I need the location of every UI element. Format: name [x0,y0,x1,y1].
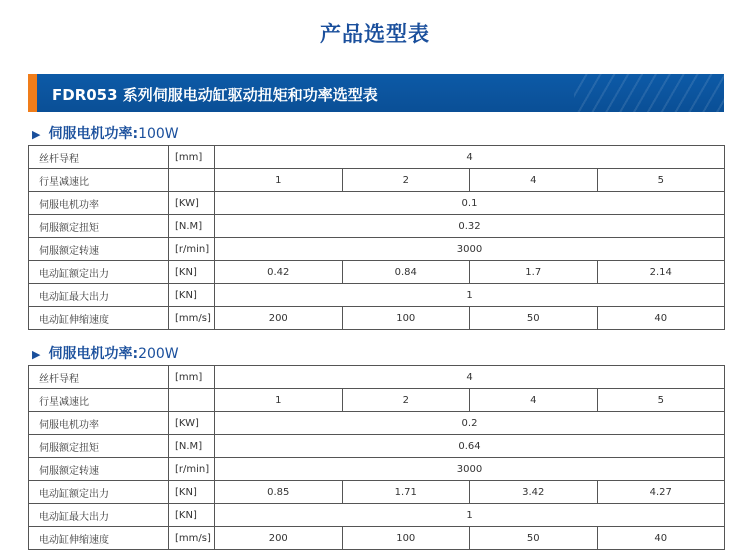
table-row [29,458,725,481]
row-value: 4 [215,146,725,169]
row-unit [169,169,215,192]
banner-title: FDR053 系列伺服电动缸驱动扭矩和功率选型表 [52,86,378,104]
table-row [29,261,725,284]
row-value: 200 [215,307,343,330]
row-value: 50 [470,527,598,550]
section-heading-prefix: 伺服电机功率: [48,126,139,142]
spec-table-200w [28,365,725,550]
row-value: 4.27 [597,481,725,504]
row-value: 2 [342,169,470,192]
row-label: 电动缸额定出力 [29,481,169,504]
row-label: 伺服电机功率 [29,412,169,435]
table-row [29,481,725,504]
row-value: 3000 [215,458,725,481]
row-value: 50 [470,307,598,330]
row-value: 0.1 [215,192,725,215]
row-unit: [mm/s] [169,307,215,330]
row-value: 4 [470,169,598,192]
table-row [29,366,725,389]
table-row [29,169,725,192]
row-label: 行星减速比 [29,169,169,192]
row-label: 电动缸伸缩速度 [29,527,169,550]
row-unit: [N.M] [169,435,215,458]
row-unit: [r/min] [169,238,215,261]
row-value: 40 [597,527,725,550]
row-unit: [KN] [169,284,215,307]
row-value: 5 [597,169,725,192]
row-value: 100 [342,307,470,330]
table-row [29,412,725,435]
row-value: 0.64 [215,435,725,458]
banner-decoration [574,74,724,112]
row-label: 伺服额定扭矩 [29,435,169,458]
triangle-right-icon: ▶ [32,348,41,361]
table-row [29,527,725,550]
row-label: 伺服额定转速 [29,458,169,481]
table-row [29,215,725,238]
banner-accent-bar [28,74,37,112]
row-label: 伺服电机功率 [29,192,169,215]
section-heading-power: 200W [138,346,179,362]
table-row [29,146,725,169]
row-value: 0.84 [342,261,470,284]
row-unit: [KW] [169,412,215,435]
row-value: 1 [215,389,343,412]
row-value: 0.2 [215,412,725,435]
section-heading-power: 100W [138,126,179,142]
row-unit: [mm] [169,366,215,389]
spec-table-100w [28,145,725,330]
row-value: 1.71 [342,481,470,504]
section-heading-200w [32,343,179,363]
row-unit: [r/min] [169,458,215,481]
row-value: 3.42 [470,481,598,504]
row-value: 1 [215,504,725,527]
row-label: 丝杆导程 [29,366,169,389]
row-value: 40 [597,307,725,330]
row-value: 4 [215,366,725,389]
row-label: 丝杆导程 [29,146,169,169]
row-value: 0.85 [215,481,343,504]
row-unit: [KN] [169,481,215,504]
row-value: 3000 [215,238,725,261]
table-row [29,504,725,527]
row-unit: [KW] [169,192,215,215]
row-value: 1.7 [470,261,598,284]
row-value: 2 [342,389,470,412]
section-heading-100w [32,123,179,143]
row-value: 4 [470,389,598,412]
table-row [29,435,725,458]
row-unit: [mm] [169,146,215,169]
row-label: 电动缸最大出力 [29,284,169,307]
row-label: 电动缸最大出力 [29,504,169,527]
row-value: 1 [215,284,725,307]
row-unit: [KN] [169,261,215,284]
row-label: 电动缸伸缩速度 [29,307,169,330]
page-title: 产品选型表 [320,22,430,46]
table-row [29,307,725,330]
row-unit: [KN] [169,504,215,527]
row-value: 200 [215,527,343,550]
row-unit: [N.M] [169,215,215,238]
table-banner [28,74,724,112]
table-row [29,389,725,412]
table-row [29,238,725,261]
table-row [29,192,725,215]
row-value: 5 [597,389,725,412]
table-row [29,284,725,307]
row-unit [169,389,215,412]
row-label: 伺服额定转速 [29,238,169,261]
triangle-right-icon: ▶ [32,128,41,141]
row-value: 1 [215,169,343,192]
row-value: 100 [342,527,470,550]
row-value: 0.32 [215,215,725,238]
row-unit: [mm/s] [169,527,215,550]
row-label: 电动缸额定出力 [29,261,169,284]
row-label: 行星减速比 [29,389,169,412]
row-value: 2.14 [597,261,725,284]
section-heading-prefix: 伺服电机功率: [48,346,139,362]
row-label: 伺服额定扭矩 [29,215,169,238]
row-value: 0.42 [215,261,343,284]
